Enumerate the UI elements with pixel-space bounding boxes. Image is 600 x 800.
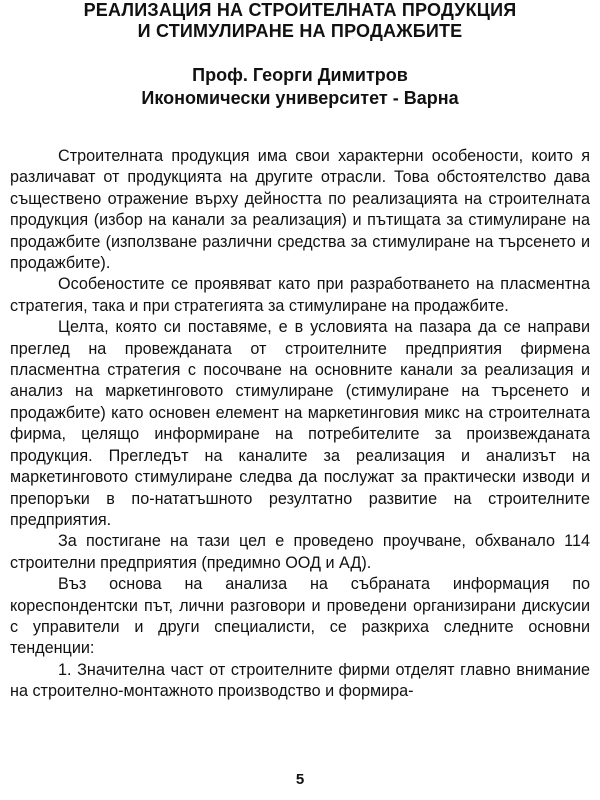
- paragraph: За постигане на тази цел е проведено проучване, обхванало 114 строителни предприятия (предимно ООД и АД).: [10, 532, 590, 572]
- author-name: Проф. Георги Димитров: [192, 65, 408, 85]
- paragraph: Целта, която си поставяме, е в условията на пазара да се направи преглед на провежданата от строителните предприятия фирмена пласментна стратегия с посочване на основните канали за реализация и анализ на маркетинговото стимулиране (стимулиране на търсенето и продажбите) като основен елемент на маркетинговия микс на строителната фирма, целящо информиране на потребителите за произвежданата продукция. Прегледът на каналите за реализация и анализът на маркетинговото стимулиране следва да послужат за практически изводи и препоръки в по-нататъшното резултатно развитие на строителните предприятия.: [10, 318, 590, 529]
- paragraph: Особеностите се проявяват като при разработването на пласментна стратегия, така и при стратегията за стимулиране на продажбите.: [10, 275, 590, 315]
- paragraph: Строителната продукция има свои характерни особености, които я различават от продукцията на другите отрасли. Това обстоятелство дава съществено отражение върху дейността по реализацията на строителната продукция (избор на канали за реализация) и пътищата за стимулиране на продажбите (използване различни средства за стимулиране на търсенето и продажбите).: [10, 147, 590, 273]
- article-title: [0, 0, 600, 42]
- author-affiliation: Икономически университет - Варна: [141, 88, 459, 108]
- title-line-2: И СТИМУЛИРАНЕ НА ПРОДАЖБИТЕ: [137, 21, 463, 41]
- title-line-1: РЕАЛИЗАЦИЯ НА СТРОИТЕЛНАТА ПРОДУКЦИЯ: [83, 0, 517, 20]
- paragraph: Въз основа на анализа на събраната информация по кореспондентски път, лични разговори и проведени организирани дискусии с управители и други специалисти, се разкриха следните основни тенденции:: [10, 575, 590, 658]
- paragraph: 1. Значителна част от строителните фирми отделят главно внимание на строително-монтажното производство и формира-: [10, 660, 590, 701]
- page-number: 5: [295, 771, 305, 788]
- author-block: [0, 64, 600, 110]
- article-body: [10, 146, 590, 703]
